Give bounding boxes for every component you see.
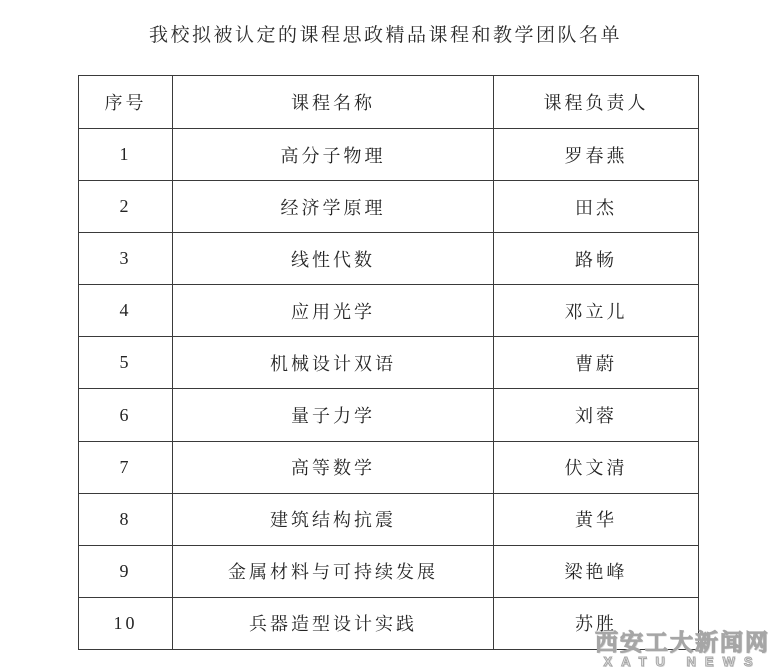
watermark-english-text: XATU NEWS xyxy=(603,654,762,669)
table-row xyxy=(79,129,699,181)
table-cell-leader: 梁艳峰 xyxy=(494,545,699,597)
table-cell-leader: 刘蓉 xyxy=(494,389,699,441)
table-cell-no: 4 xyxy=(79,285,173,337)
table-cell-course: 兵器造型设计实践 xyxy=(173,597,494,649)
table-header-row xyxy=(79,76,699,129)
table-cell-leader: 黄华 xyxy=(494,493,699,545)
table-cell-leader: 苏胜 xyxy=(494,597,699,649)
table-cell-leader: 曹蔚 xyxy=(494,337,699,389)
table-cell-course: 建筑结构抗震 xyxy=(173,493,494,545)
header-cell-course: 课程名称 xyxy=(173,76,494,129)
table-cell-no: 3 xyxy=(79,233,173,285)
table-row xyxy=(79,597,699,649)
watermark-chinese-text: 西安工大新闻网 xyxy=(595,629,770,656)
table-cell-leader: 罗春燕 xyxy=(494,129,699,181)
table-cell-leader: 邓立儿 xyxy=(494,285,699,337)
table-cell-no: 10 xyxy=(79,597,173,649)
table-row xyxy=(79,285,699,337)
table-cell-leader: 路畅 xyxy=(494,233,699,285)
table-cell-course: 量子力学 xyxy=(173,389,494,441)
table-cell-course: 应用光学 xyxy=(173,285,494,337)
table-cell-leader: 伏文清 xyxy=(494,441,699,493)
table-cell-no: 2 xyxy=(79,181,173,233)
table-cell-no: 7 xyxy=(79,441,173,493)
table-row xyxy=(79,233,699,285)
table-cell-course: 机械设计双语 xyxy=(173,337,494,389)
header-cell-no: 序号 xyxy=(79,76,173,129)
table-cell-course: 金属材料与可持续发展 xyxy=(173,545,494,597)
table-cell-no: 9 xyxy=(79,545,173,597)
table-cell-leader: 田杰 xyxy=(494,181,699,233)
table-row xyxy=(79,337,699,389)
table-cell-course: 经济学原理 xyxy=(173,181,494,233)
table-cell-no: 6 xyxy=(79,389,173,441)
page-title: 我校拟被认定的课程思政精品课程和教学团队名单 xyxy=(148,25,622,46)
table-cell-course: 高等数学 xyxy=(173,441,494,493)
table-cell-course: 线性代数 xyxy=(173,233,494,285)
header-cell-leader: 课程负责人 xyxy=(494,76,699,129)
table-cell-no: 5 xyxy=(79,337,173,389)
table-row xyxy=(79,545,699,597)
table-row xyxy=(79,389,699,441)
table-row xyxy=(79,441,699,493)
table-cell-no: 8 xyxy=(79,493,173,545)
table-row xyxy=(79,181,699,233)
course-table xyxy=(78,75,699,650)
table-row xyxy=(79,493,699,545)
table-cell-no: 1 xyxy=(79,129,173,181)
table-cell-course: 高分子物理 xyxy=(173,129,494,181)
